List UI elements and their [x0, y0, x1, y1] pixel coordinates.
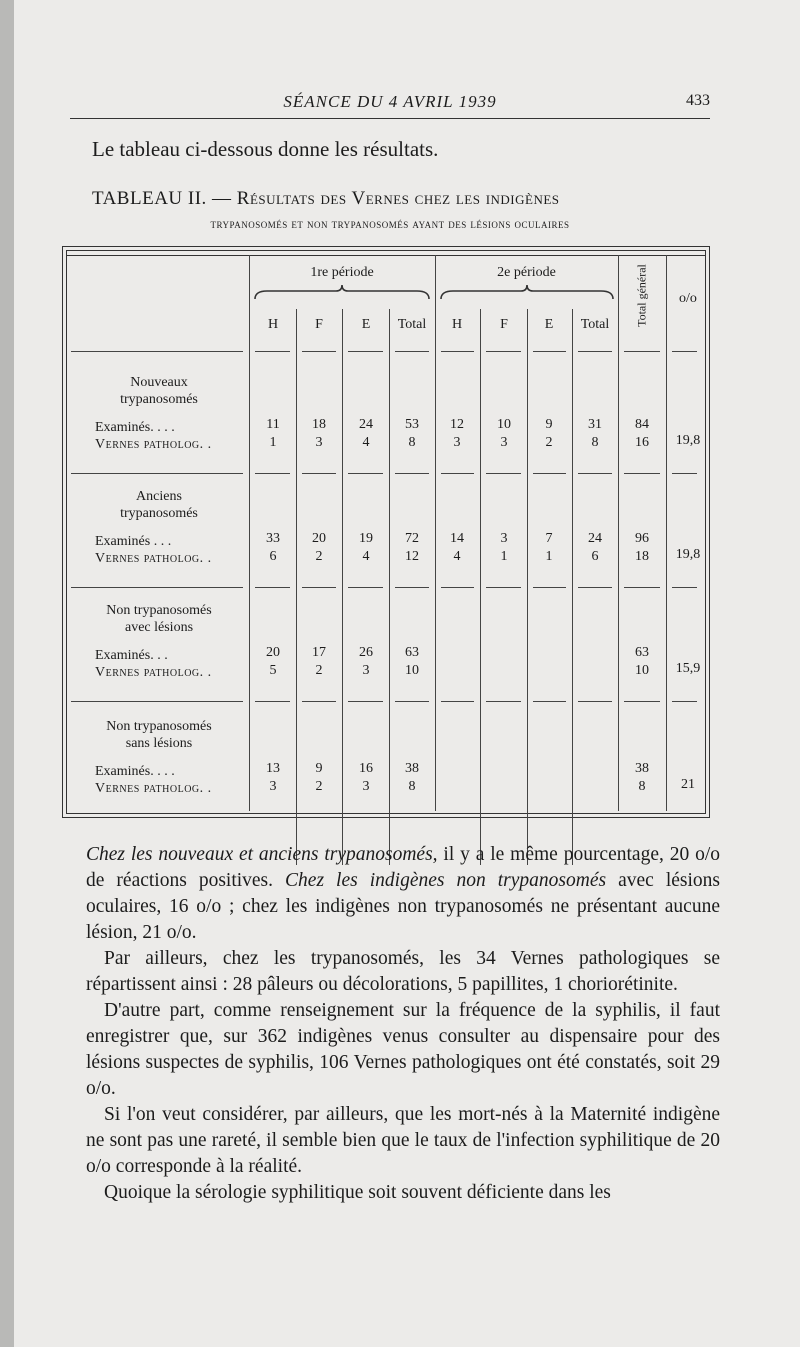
row-label-vernes: Vernes patholog. .: [95, 551, 212, 566]
group-rule: [486, 701, 521, 702]
column-header: Total: [580, 317, 610, 332]
table-cell: 6: [269, 549, 277, 564]
row-label-vernes: Vernes patholog. .: [95, 665, 212, 680]
group-rule: [71, 701, 243, 702]
header-rule: [624, 351, 660, 352]
group-rule: [533, 587, 566, 588]
group-rule: [533, 473, 566, 474]
group-rule: [71, 473, 243, 474]
group-rule: [578, 473, 612, 474]
group-rule: [533, 701, 566, 702]
table-cell: 20: [312, 531, 326, 546]
table-column-rule: [572, 309, 573, 865]
table-cell: 20: [266, 645, 280, 660]
table-cell: 17: [312, 645, 326, 660]
group-rule: [441, 701, 474, 702]
group-title: Non trypanosomés: [106, 719, 212, 734]
group-subtitle: sans lésions: [125, 736, 193, 751]
group-rule: [71, 587, 243, 588]
period-brace: [441, 285, 613, 299]
percent-cell: 19,8: [675, 433, 701, 448]
paragraph-4: Si l'on veut considérer, par ailleurs, que les mort-nés à la Maternité indigène ne sont pas une rareté, il semble bien que le taux de l'infection syphilitique de 20 o/o corresponde à la réalité.: [86, 1104, 720, 1177]
table-cell: 96: [635, 531, 649, 546]
table-column-rule: [527, 309, 528, 865]
p1-italic-c: Chez les indigènes non trypanosomés: [285, 870, 607, 891]
header-rule: [441, 351, 474, 352]
group-subtitle: avec lésions: [124, 620, 194, 635]
p1-text-d: avec lésions oculaires, 16 o/o ; chez les indigènes non trypanosomés ne présentant aucune lésion, 21 o/o.: [86, 870, 720, 943]
group-subtitle: trypanosomés: [120, 392, 198, 407]
group-rule: [486, 473, 521, 474]
group-rule: [441, 587, 474, 588]
running-title: SÉANCE DU 4 AVRIL 1939: [283, 92, 497, 111]
row-label-vernes: Vernes patholog. .: [95, 437, 212, 452]
table-cell: 3: [500, 435, 508, 450]
table-cell: 1: [545, 549, 553, 564]
table-cell: 8: [408, 779, 416, 794]
group-title: Anciens: [136, 489, 182, 504]
group-rule: [578, 587, 612, 588]
table-cell: 18: [312, 417, 326, 432]
table-column-rule: [342, 309, 343, 865]
table-cell: 2: [545, 435, 553, 450]
group-rule: [672, 473, 697, 474]
table-column-rule: [666, 255, 667, 811]
group-rule: [624, 473, 660, 474]
table-cell: 18: [635, 549, 649, 564]
page-header: [70, 90, 710, 119]
table-cell: 16: [635, 435, 649, 450]
row-label-vernes: Vernes patholog. .: [95, 781, 212, 796]
table-cell: 2: [315, 549, 323, 564]
table-cell: 10: [405, 663, 419, 678]
column-header: E: [361, 317, 371, 332]
paragraph-2: Par ailleurs, chez les trypanosomés, les 34 Vernes pathologiques se répartissent ainsi : 28 pâleurs ou décolorations, 5 papillites, 1 choriorétinite.: [86, 948, 720, 995]
table-cell: 10: [635, 663, 649, 678]
table-cell: 3: [362, 663, 370, 678]
table-cell: 13: [266, 761, 280, 776]
table-cell: 4: [362, 435, 370, 450]
table-cell: 26: [359, 645, 373, 660]
table-cell: 4: [362, 549, 370, 564]
table-cell: 3: [315, 435, 323, 450]
group-rule: [348, 473, 383, 474]
group-rule: [302, 701, 336, 702]
group-title: Nouveaux: [130, 375, 188, 390]
table-cell: 14: [450, 531, 464, 546]
table-cell: 5: [269, 663, 277, 678]
table-cell: 3: [500, 531, 508, 546]
table-cell: 84: [635, 417, 649, 432]
table-cell: 6: [591, 549, 599, 564]
group-rule: [441, 473, 474, 474]
table-caption-line2: trypanosomés et non trypanosomés ayant des lésions oculaires: [210, 217, 570, 231]
period-1-label: 1re période: [310, 265, 374, 280]
table-cell: 7: [545, 531, 553, 546]
page-edge: [0, 0, 14, 1347]
column-header: Total: [397, 317, 427, 332]
row-label-examines: Examinés. . . .: [95, 764, 175, 779]
header-rule: [672, 351, 697, 352]
group-title: Non trypanosomés: [106, 603, 212, 618]
table-cell: 38: [635, 761, 649, 776]
group-rule: [672, 587, 697, 588]
group-rule: [348, 587, 383, 588]
group-rule: [255, 701, 290, 702]
table-cell: 72: [405, 531, 419, 546]
table-cell: 2: [315, 663, 323, 678]
table-cell: 9: [315, 761, 323, 776]
group-rule: [348, 701, 383, 702]
row-label-examines: Examinés. . .: [95, 648, 168, 663]
table-cell: 2: [315, 779, 323, 794]
group-rule: [486, 587, 521, 588]
table-cell: 12: [450, 417, 464, 432]
group-rule: [624, 701, 660, 702]
column-header: H: [267, 317, 279, 332]
results-table: [62, 246, 710, 818]
table-cell: 53: [405, 417, 419, 432]
header-rule: [395, 351, 429, 352]
group-rule: [672, 701, 697, 702]
group-rule: [302, 473, 336, 474]
table-cell: 8: [591, 435, 599, 450]
group-subtitle: trypanosomés: [120, 506, 198, 521]
table-cell: 11: [266, 417, 280, 432]
paragraph-1: [86, 842, 720, 946]
group-rule: [395, 587, 429, 588]
table-cell: 9: [545, 417, 553, 432]
group-rule: [255, 473, 290, 474]
paragraph-5: Quoique la sérologie syphilitique soit souvent déficiente dans les: [104, 1182, 611, 1203]
group-rule: [302, 587, 336, 588]
group-rule: [255, 587, 290, 588]
table-cell: 1: [500, 549, 508, 564]
p1-text-b: il y a le même pourcentage, 20 o/o de réactions positives.: [86, 844, 720, 891]
column-header: F: [315, 317, 323, 332]
table-cell: 3: [269, 779, 277, 794]
period-brace: [255, 285, 429, 299]
header-rule: [255, 351, 290, 352]
header-rule: [486, 351, 521, 352]
table-cell: 10: [497, 417, 511, 432]
table-cell: 24: [359, 417, 373, 432]
group-rule: [624, 587, 660, 588]
percent-cell: 21: [681, 777, 695, 792]
row-label-examines: Examinés . . .: [95, 534, 172, 549]
table-cell: 63: [405, 645, 419, 660]
column-header: F: [500, 317, 508, 332]
table-cell: 1: [269, 435, 277, 450]
percent-cell: 15,9: [675, 661, 701, 676]
table-cell: 8: [638, 779, 646, 794]
table-cell: 3: [362, 779, 370, 794]
column-header: E: [544, 317, 554, 332]
header-rule: [302, 351, 336, 352]
total-general-header: Total général: [634, 264, 649, 327]
table-caption-line1: TABLEAU II. — Résultats des Vernes chez les indigènes: [92, 188, 560, 209]
paragraph-3: D'autre part, comme renseignement sur la fréquence de la syphilis, il faut enregistrer que, sur 362 indigènes venus consulter au dispensaire pour des lésions suspectes de syphilis, 106 Vernes pathologiques ont été constatés, soit 29 o/o.: [86, 1000, 720, 1099]
table-cell: 8: [408, 435, 416, 450]
table-cell: 63: [635, 645, 649, 660]
group-rule: [395, 473, 429, 474]
header-rule: [71, 351, 243, 352]
header-rule: [578, 351, 612, 352]
table-cell: 38: [405, 761, 419, 776]
table-cell: 12: [405, 549, 419, 564]
table-cell: 4: [453, 549, 461, 564]
table-cell: 33: [266, 531, 280, 546]
table-column-rule: [618, 255, 619, 811]
table-cell: 3: [453, 435, 461, 450]
group-rule: [578, 701, 612, 702]
table-cell: 16: [359, 761, 373, 776]
period-2-label: 2e période: [497, 265, 556, 280]
header-rule: [533, 351, 566, 352]
period-braces: [63, 247, 711, 317]
table-column-rule: [249, 255, 250, 811]
percent-cell: 19,8: [675, 547, 701, 562]
header-rule: [348, 351, 383, 352]
table-column-rule: [480, 309, 481, 865]
table-cell: 24: [588, 531, 602, 546]
table-cell: 19: [359, 531, 373, 546]
intro-sentence: Le tableau ci-dessous donne les résultats.: [92, 137, 439, 161]
page-number: 433: [686, 92, 710, 109]
column-header: H: [451, 317, 463, 332]
p1-italic-a: Chez les nouveaux et anciens trypanosomés,: [86, 844, 438, 865]
percent-header: o/o: [679, 291, 697, 306]
table-cell: 31: [588, 417, 602, 432]
row-label-examines: Examinés. . . .: [95, 420, 175, 435]
body-text: [86, 842, 720, 1206]
group-rule: [395, 701, 429, 702]
